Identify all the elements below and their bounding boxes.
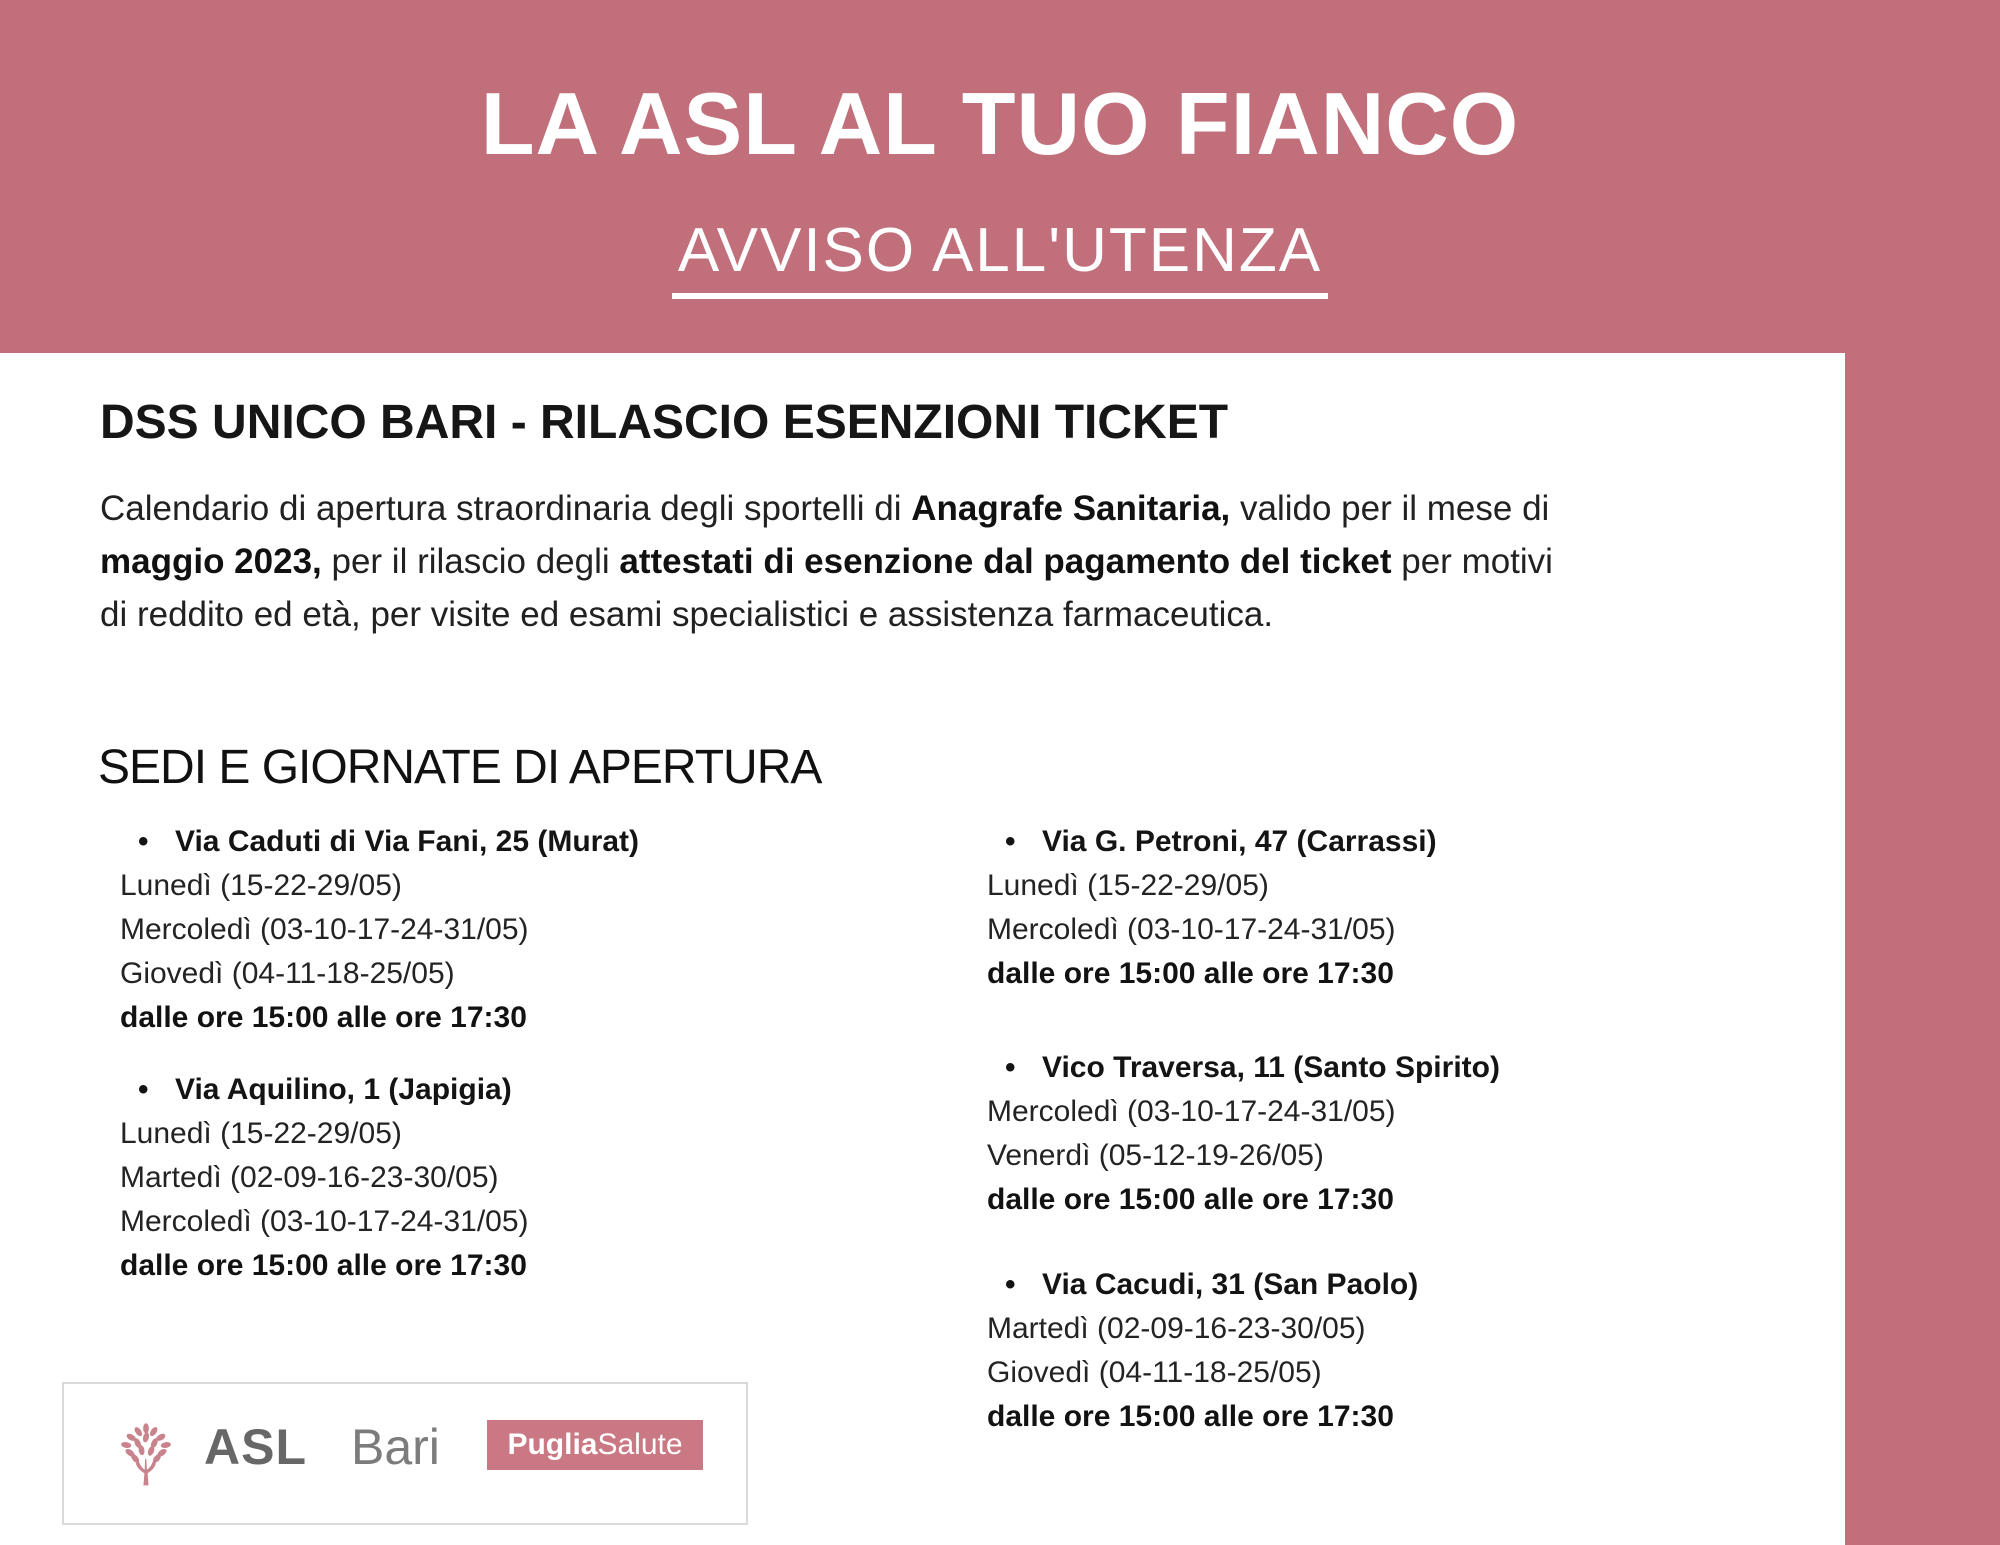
location-block <box>987 820 1767 996</box>
intro-line <box>100 588 1800 641</box>
location-day: Mercoledì (03-10-17-24-31/05) <box>987 913 1396 946</box>
location-address-text: Via Aquilino, 1 (Japigia) <box>175 1073 512 1106</box>
intro-text: Calendario di apertura straordinaria degli sportelli di <box>100 489 912 528</box>
location-day: Mercoledì (03-10-17-24-31/05) <box>120 913 529 946</box>
location-hours: dalle ore 15:00 alle ore 17:30 <box>987 957 1394 990</box>
location-address <box>987 1263 1767 1307</box>
intro-text: per motivi <box>1391 542 1553 581</box>
location-day: Lunedì (15-22-29/05) <box>120 869 402 902</box>
location-day: Martedì (02-09-16-23-30/05) <box>120 1161 499 1194</box>
badge-salute-text: Salute <box>597 1428 683 1461</box>
intro-text: di reddito ed età, per visite ed esami specialistici e assistenza farmaceutica. <box>100 595 1274 634</box>
location-day: Martedì (02-09-16-23-30/05) <box>987 1312 1366 1345</box>
location-block <box>987 1046 1767 1222</box>
location-address-text: Via Cacudi, 31 (San Paolo) <box>1042 1268 1419 1301</box>
page-title: DSS UNICO BARI - RILASCIO ESENZIONI TICKET <box>100 396 1229 449</box>
location-day: Lunedì (15-22-29/05) <box>120 1117 402 1150</box>
location-block <box>987 1263 1767 1439</box>
olive-tree-icon <box>114 1416 178 1492</box>
banner-subtitle: AVVISO ALL'UTENZA <box>672 218 1328 299</box>
location-day: Lunedì (15-22-29/05) <box>987 869 1269 902</box>
location-day: Giovedì (04-11-18-25/05) <box>120 957 455 990</box>
intro-bold-text: maggio 2023, <box>100 542 322 581</box>
location-day: Giovedì (04-11-18-25/05) <box>987 1356 1322 1389</box>
location-day: Venerdì (05-12-19-26/05) <box>987 1139 1324 1172</box>
asl-bari-logo <box>62 1382 748 1525</box>
intro-text: per il rilascio degli <box>321 542 620 581</box>
location-hours: dalle ore 15:00 alle ore 17:30 <box>120 1001 527 1034</box>
location-block <box>120 1068 900 1288</box>
badge-puglia-text: Puglia <box>507 1428 598 1461</box>
location-block <box>120 820 900 1040</box>
banner-title: LA ASL AL TUO FIANCO <box>480 74 1520 173</box>
location-hours: dalle ore 15:00 alle ore 17:30 <box>987 1183 1394 1216</box>
logo-bari-text: Bari <box>351 1419 440 1475</box>
location-address <box>120 820 900 864</box>
intro-bold-text: Anagrafe Sanitaria, <box>911 489 1231 528</box>
bullet-icon: • <box>138 1073 149 1106</box>
bullet-icon: • <box>138 825 149 858</box>
location-hours: dalle ore 15:00 alle ore 17:30 <box>987 1400 1394 1433</box>
location-address <box>987 820 1767 864</box>
intro-bold-text: attestati di esenzione dal pagamento del ticket <box>619 542 1392 581</box>
intro-paragraph <box>100 482 1800 641</box>
bullet-icon: • <box>1005 1051 1016 1084</box>
location-address <box>987 1046 1767 1090</box>
logo-asl-text: ASL <box>204 1419 307 1475</box>
bullet-icon: • <box>1005 825 1016 858</box>
header-banner <box>0 0 2000 353</box>
location-hours: dalle ore 15:00 alle ore 17:30 <box>120 1249 527 1282</box>
puglia-salute-badge <box>487 1420 703 1470</box>
location-address <box>120 1068 900 1112</box>
banner-subtitle-wrap <box>0 218 2000 299</box>
location-address-text: Via G. Petroni, 47 (Carrassi) <box>1042 825 1437 858</box>
location-address-text: Via Caduti di Via Fani, 25 (Murat) <box>175 825 639 858</box>
intro-line <box>100 482 1800 535</box>
location-day: Mercoledì (03-10-17-24-31/05) <box>120 1205 529 1238</box>
bullet-icon: • <box>1005 1268 1016 1301</box>
location-address-text: Vico Traversa, 11 (Santo Spirito) <box>1042 1051 1500 1084</box>
section-heading: SEDI E GIORNATE DI APERTURA <box>98 741 822 794</box>
intro-text: valido per il mese di <box>1230 489 1550 528</box>
location-day: Mercoledì (03-10-17-24-31/05) <box>987 1095 1396 1128</box>
intro-line <box>100 535 1800 588</box>
